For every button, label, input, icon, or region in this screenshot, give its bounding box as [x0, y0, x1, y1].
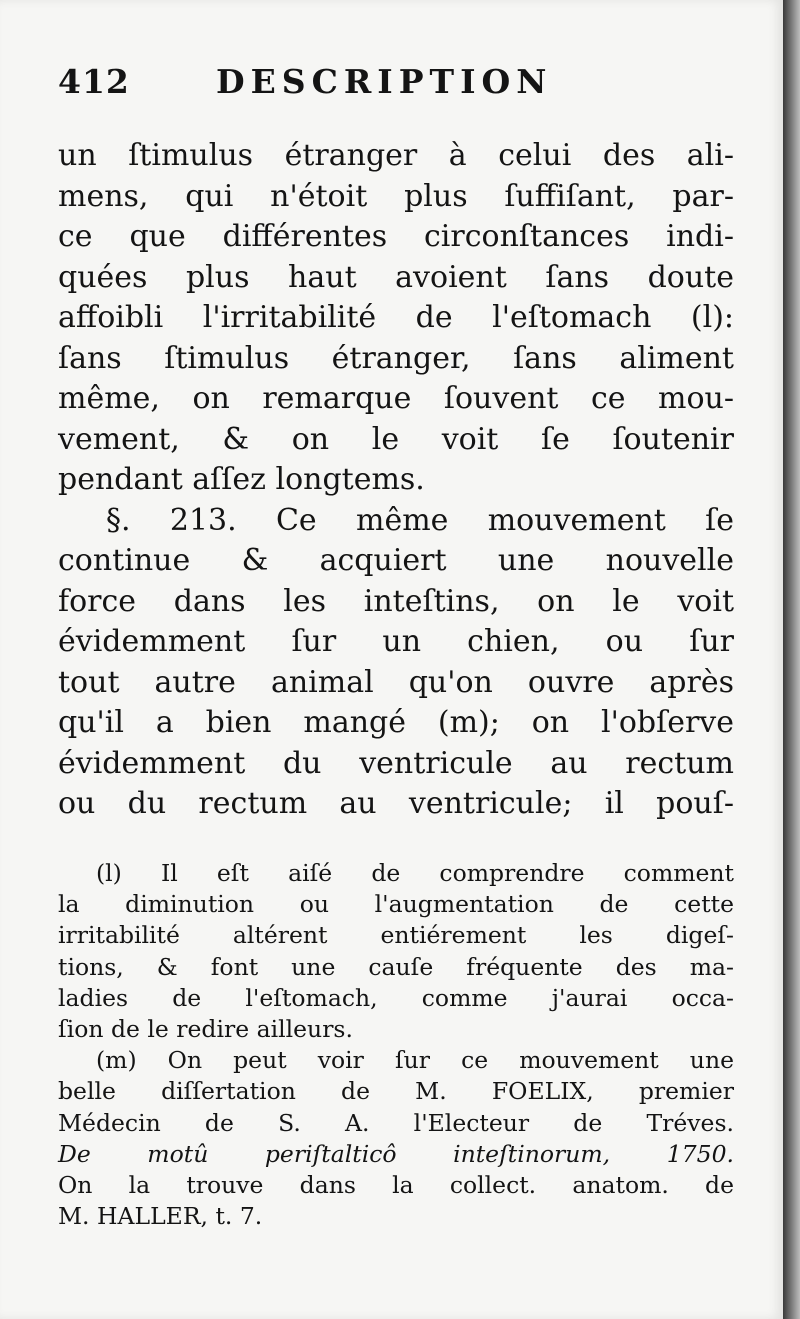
text-line: tout autre animal qu'on ouvre après	[58, 664, 734, 700]
footnote-line: la diminution ou l'augmentation de cette	[58, 890, 734, 919]
text-line: même, on remarque ſouvent ce mou-	[58, 381, 734, 416]
running-head: DESCRIPTION	[216, 62, 553, 101]
footnote-line: De motû periſtalticô inteſtinorum, 1750.	[58, 1139, 734, 1168]
book-fore-edge	[783, 0, 800, 1319]
text-line: ou du rectum au ventricule; il pouſ-	[58, 786, 734, 821]
footnote-line: belle diſſertation de M. FOELIX, premier	[58, 1077, 734, 1106]
footnote-line: M. HALLER, t. 7.	[58, 1202, 263, 1231]
footnote-line: On la trouve dans la collect. anatom. de	[58, 1170, 734, 1199]
footnote-line: Médecin de S. A. l'Electeur de Tréves.	[58, 1108, 734, 1137]
section-start-line: §. 213. Ce même mouvement ſe	[106, 502, 734, 538]
footnote-line: irritabilité altérent entiérement les digeſ-	[58, 921, 734, 950]
text-line: qu'il a bien mangé (m); on l'obſerve	[58, 705, 734, 740]
footnote-line: ſion de le redire ailleurs.	[58, 1014, 353, 1043]
text-line: ſans ſtimulus étranger, ſans aliment	[58, 340, 734, 376]
text-line: pendant aſſez longtems.	[58, 462, 425, 497]
footnote-line: (m) On peut voir ſur ce mouvement une	[96, 1046, 734, 1075]
page-header	[58, 62, 738, 112]
text-line: ce que différentes circonſtances indi-	[58, 219, 734, 254]
text-line: vement, & on le voit ſe ſoutenir	[58, 421, 734, 457]
footnote-line: ladies de l'eſtomach, comme j'aurai occa-	[58, 983, 734, 1012]
text-line: évidemment du ventricule au rectum	[58, 745, 734, 781]
text-line: affoibli l'irritabilité de l'eſtomach (l):	[58, 300, 734, 335]
footnotes	[58, 858, 734, 1232]
text-line: force dans les inteſtins, on le voit	[58, 583, 734, 619]
main-text	[58, 136, 734, 825]
text-line: continue & acquiert une nouvelle	[58, 543, 734, 578]
page-number: 412	[58, 62, 130, 101]
footnote-line: tions, & font une cauſe fréquente des ma-	[58, 952, 734, 981]
text-line: un ſtimulus étranger à celui des ali-	[58, 138, 734, 173]
text-line: mens, qui n'étoit plus ſuffiſant, par-	[58, 178, 734, 214]
text-line: évidemment ſur un chien, ou ſur	[58, 624, 734, 659]
footnote-line: (l) Il eſt aiſé de comprendre comment	[96, 859, 734, 887]
text-line: quées plus haut avoient ſans doute	[58, 259, 734, 295]
